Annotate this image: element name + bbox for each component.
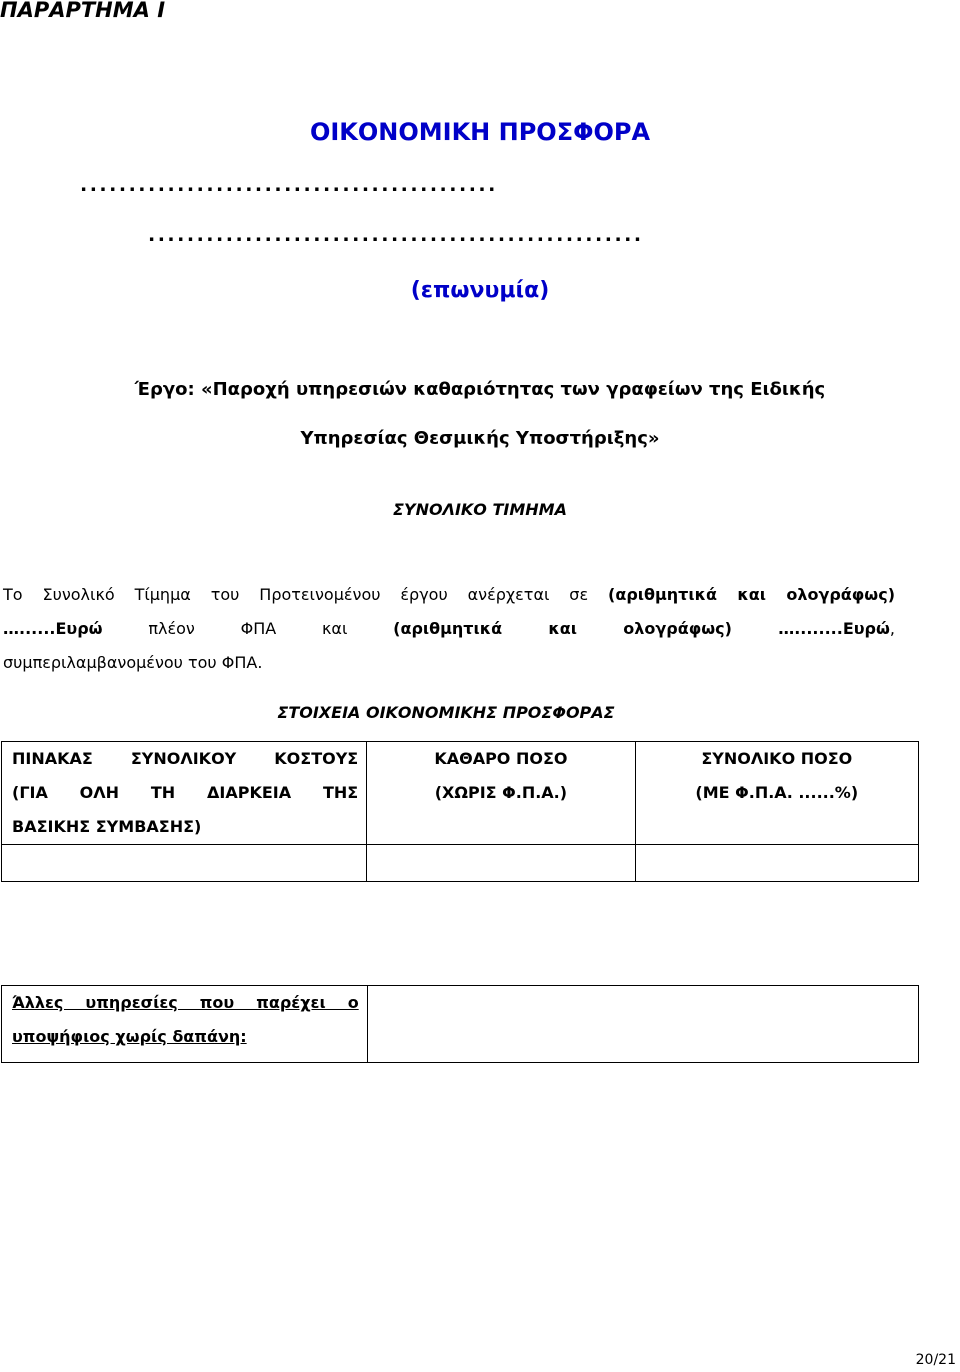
cost-table-cell-total-cost[interactable] <box>2 845 367 882</box>
paragraph-line-1 <box>3 578 895 612</box>
header-line: ΚΑΘΑΡΟ ΠΟΣΟ <box>434 749 568 768</box>
other-services-label-line-2: υποψήφιος χωρίς δαπάνη: <box>12 1027 247 1046</box>
cost-table <box>1 741 919 882</box>
offer-data-heading: ΣΤΟΙΧΕΙΑ ΟΙΚΟΝΟΜΙΚΗΣ ΠΡΟΣΦΟΡΑΣ <box>277 703 615 722</box>
page-number: 20/21 <box>915 1352 956 1368</box>
cost-table-header-gross-amount <box>635 742 918 845</box>
company-name-blank-line-1: ........................................... <box>80 174 498 196</box>
other-services-label-line-1: Άλλες υπηρεσίες που παρέχει ο <box>12 993 359 1012</box>
total-price-heading: ΣΥΝΟΛΙΚΟ ΤΙΜΗΜΑ <box>393 500 567 519</box>
offer-title: ΟΙΚΟΝΟΜΙΚΗ ΠΡΟΣΦΟΡΑ <box>309 118 651 146</box>
cost-table-header-total-cost <box>2 742 367 845</box>
paragraph-gross-amount-blank: …........Ευρώ <box>731 619 890 638</box>
other-services-table <box>1 985 919 1063</box>
cost-table-header-net-amount <box>367 742 635 845</box>
other-services-label-cell <box>2 986 368 1063</box>
paragraph-text-1: Το Συνολικό Τίμημα του Προτεινομένου έργου ανέρχεται σε <box>3 585 609 604</box>
header-line: ΠΙΝΑΚΑΣ ΣΥΝΟΛΙΚΟΥ ΚΟΣΤΟΥΣ <box>12 749 359 768</box>
header-line: ΣΥΝΟΛΙΚΟ ΠΟΣΟ <box>701 749 853 768</box>
company-name-label: (επωνυμία) <box>410 278 550 303</box>
cost-table-header-row <box>2 742 919 845</box>
other-services-row <box>2 986 919 1063</box>
paragraph-emphasis-2: (αριθμητικά και ολογράφως) <box>393 619 732 638</box>
header-line: (ΧΩΡΙΣ Φ.Π.Α.) <box>434 783 568 802</box>
header-line: (ΓΙΑ ΟΛΗ ΤΗ ΔΙΑΡΚΕΙΑ ΤΗΣ <box>12 783 359 802</box>
paragraph-line-2 <box>3 612 895 646</box>
header-line: (ΜΕ Φ.Π.Α. ......%) <box>695 783 859 802</box>
paragraph-line-3: συμπεριλαμβανομένου του ΦΠΑ. <box>3 653 263 672</box>
project-title-line-2: Υπηρεσίας Θεσμικής Υποστήριξης» <box>300 428 660 449</box>
paragraph-text-2: πλέον ΦΠΑ και <box>102 619 394 638</box>
paragraph-emphasis-1: (αριθμητικά και ολογράφως) <box>608 585 896 604</box>
annex-title: ΠΑΡΑΡΤΗΜΑ Ι <box>0 0 166 22</box>
project-title-line-1: Έργο: «Παροχή υπηρεσιών καθαριότητας των γραφείων της Ειδικής <box>134 379 826 400</box>
paragraph-comma: , <box>889 619 896 638</box>
total-price-paragraph <box>3 578 895 680</box>
company-name-blank-line-2: ................................................... <box>148 224 644 246</box>
other-services-value-cell[interactable] <box>367 986 918 1063</box>
header-line: ΒΑΣΙΚΗΣ ΣΥΜΒΑΣΗΣ) <box>12 817 202 836</box>
cost-table-cell-net-amount[interactable] <box>367 845 635 882</box>
paragraph-net-amount-blank: …......Ευρώ <box>3 619 103 638</box>
cost-table-cell-gross-amount[interactable] <box>635 845 918 882</box>
cost-table-value-row <box>2 845 919 882</box>
